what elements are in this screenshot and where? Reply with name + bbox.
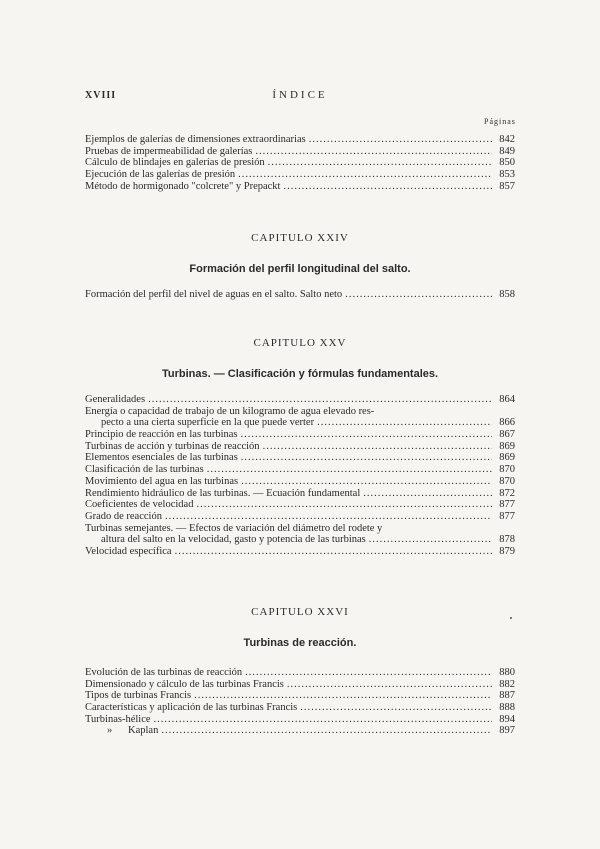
- page-header-title: ÍNDICE: [272, 89, 328, 101]
- index-entry[interactable]: Evolución de las turbinas de reacción ..... 880: [85, 667, 515, 679]
- index-entry-line1[interactable]: Turbinas semejantes. — Efectos de variación del diámetro del rodete y: [85, 522, 383, 534]
- index-entry[interactable]: Cálculo de blindajes en galerías de presión ..... 850: [85, 157, 515, 169]
- chapter-title: Turbinas. — Clasificación y fórmulas fundamentales.: [161, 368, 439, 380]
- index-entry[interactable]: Turbinas-hélice ..... 894: [85, 714, 515, 726]
- index-block-perfil: [85, 289, 515, 301]
- pages-column-label: Páginas: [484, 117, 516, 126]
- index-entry[interactable]: Rendimiento hidráulico de las turbinas. — Ecuación fundamental ..... 872: [85, 488, 515, 500]
- index-entry[interactable]: Ejemplos de galerías de dimensiones extraordinarias ..... 842: [85, 134, 515, 146]
- chapter-heading: CAPITULO XXIV: [251, 232, 349, 244]
- index-entry[interactable]: Dimensionado y cálculo de las turbinas Francis ..... 882: [85, 679, 515, 691]
- index-entry-line1[interactable]: Energía o capacidad de trabajo de un kilogramo de agua elevado res-: [85, 405, 375, 417]
- index-entry[interactable]: Velocidad específica ..... 879: [85, 546, 515, 558]
- index-block-reaccion: [85, 667, 515, 737]
- print-speck: [510, 617, 512, 619]
- index-entry[interactable]: Coeficientes de velocidad ..... 877: [85, 499, 515, 511]
- index-entry-line2[interactable]: altura del salto en la velocidad, gasto y potencia de las turbinas ..... 878: [85, 534, 515, 546]
- index-entry[interactable]: Ejecución de las galerías de presión ..... 853: [85, 169, 515, 181]
- index-entry[interactable]: Turbinas de acción y turbinas de reacción ..... 869: [85, 441, 515, 453]
- index-entry[interactable]: Pruebas de impermeabilidad de galerías ..... 849: [85, 146, 515, 158]
- chapter-title: Formación del perfil longitudinal del salto.: [189, 263, 411, 275]
- index-entry-line2[interactable]: pecto a una cierta superficie en la que puede verter ..... 866: [85, 417, 515, 429]
- index-block-turbinas: [85, 394, 515, 558]
- index-entry[interactable]: Clasificación de las turbinas ..... 870: [85, 464, 515, 476]
- index-entry[interactable]: Elementos esenciales de las turbinas ..... 869: [85, 452, 515, 464]
- index-entry[interactable]: Método de hormigonado "colcrete" y Prepackt ..... 857: [85, 181, 515, 193]
- index-entry[interactable]: Movimiento del agua en las turbinas ..... 870: [85, 476, 515, 488]
- index-entry[interactable]: » Kaplan ..... 897: [85, 725, 515, 737]
- page-number-roman: XVIII: [85, 90, 117, 101]
- index-entry[interactable]: Generalidades ..... 864: [85, 394, 515, 406]
- index-entry[interactable]: Formación del perfil del nivel de aguas en el salto. Salto neto ..... 858: [85, 289, 515, 301]
- chapter-title: Turbinas de reacción.: [243, 637, 357, 649]
- index-entry[interactable]: Características y aplicación de las turbinas Francis ..... 888: [85, 702, 515, 714]
- chapter-heading: CAPITULO XXVI: [251, 606, 349, 618]
- index-entry[interactable]: Grado de reacción ..... 877: [85, 511, 515, 523]
- index-entry[interactable]: Tipos de turbinas Francis ..... 887: [85, 690, 515, 702]
- index-entry[interactable]: Principio de reacción en las turbinas ..... 867: [85, 429, 515, 441]
- index-block-galerias: [85, 134, 515, 192]
- chapter-heading: CAPITULO XXV: [253, 337, 347, 349]
